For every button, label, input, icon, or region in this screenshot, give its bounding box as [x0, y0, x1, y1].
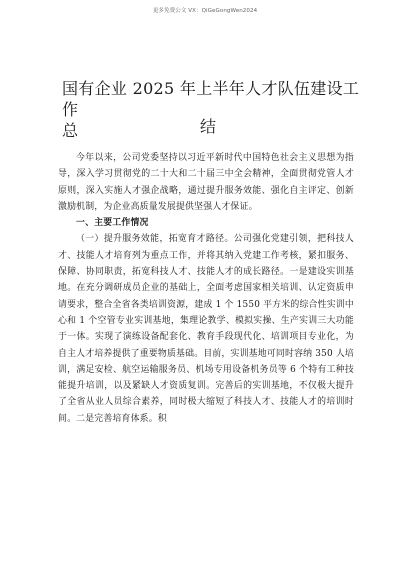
- paragraph-service-efficiency: （一）提升服务效能，拓宽育才路径。公司强化党建引领，把科技人才、技能人才培育列为重点工作，并将其纳入党建工作考核，紧扣服务、保障、协同职责，拓宽科技人才、技能人才的成长路径。一是建设实训基地。在充分调研成员企业的基础上，全面考虑国家相关培训、认定资质申请要求，整合全省各类培训资源，建成 1 个 1550 平方米的综合性实训中心和 1 个空管专业实训基地，集理论教学、模拟实操、生产实训三大功能于一体。实现了演练设备配套化、教育手段现代化、培训项目专业化，为自主人才培养提供了重要物质基础。目前，实训基地可同时容纳 350 人培训，满足安检、航空运输服务员、机场专用设备机务员等 6 个特有工种技能提升培训，以及紧缺人才资质复训。完善后的实训基地，不仅极大提升了全省从业人员综合素养，同时极大缩短了科技人才、技能人才的培训时间。二是完善培育体系。积: [58, 234, 354, 424]
- title-line-1: 国有企业 2025 年上半年人才队伍建设工作: [62, 79, 360, 119]
- section-heading: 一、主要工作情况: [76, 218, 149, 229]
- document-body: [58, 150, 354, 427]
- title-line-2: 总: [62, 121, 79, 140]
- title-line-3: 结: [200, 117, 217, 136]
- header-note: 更多免费公文 VX：QiGeGongWen2024: [152, 8, 258, 14]
- paragraph-intro: 今年以来，公司党委坚持以习近平新时代中国特色社会主义思想为指导，深入学习贯彻党的二十大和二十届三中全会精神，全面贯彻党管人才原则，深入实施人才强企战略，通过提升服务效能、强化自主评定、创新激励机制，为企业高质量发展提供坚强人才保证。: [58, 153, 354, 212]
